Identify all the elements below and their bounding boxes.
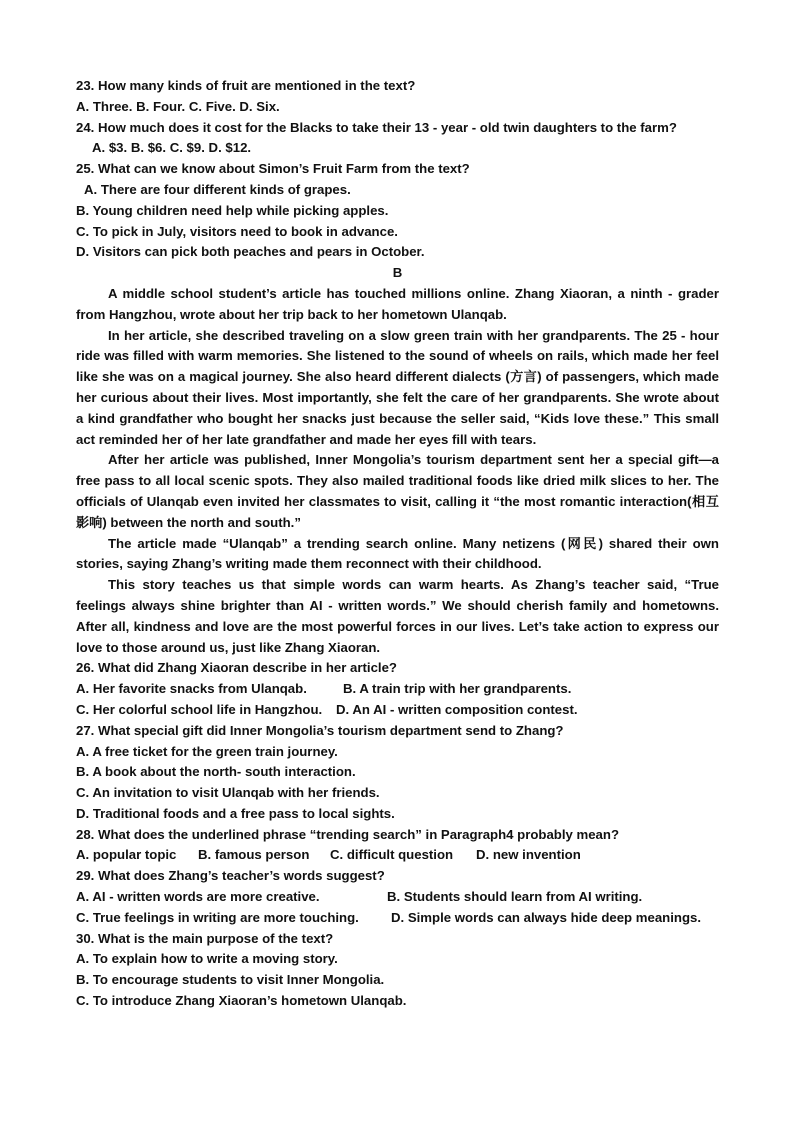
question-29-option-d: D. Simple words can always hide deep meanings. (391, 909, 702, 925)
question-30: 30. What is the main purpose of the text? (76, 930, 334, 946)
question-25-option-c: C. To pick in July, visitors need to book in advance. (76, 223, 398, 239)
question-29: 29. What does Zhang’s teacher’s words suggest? (76, 868, 385, 884)
question-30-option-b: B. To encourage students to visit Inner Mongolia. (76, 972, 385, 988)
question-26-options-row-2 (76, 700, 719, 721)
passage-paragraph-1: A middle school student’s article has touched millions online. Zhang Xiaoran, a ninth - grader from Hangzhou, wrote about her trip back to her hometown Ulanqab. (76, 285, 719, 322)
question-28-option-c: C. difficult question (330, 847, 454, 863)
question-28-option-b: B. famous person (198, 847, 310, 863)
question-29-options-row-2 (76, 908, 719, 929)
question-29-option-b: B. Students should learn from AI writing. (387, 889, 643, 905)
question-23-options: A. Three. B. Four. C. Five. D. Six. (76, 98, 280, 114)
question-28-option-a: A. popular topic (76, 847, 177, 863)
question-26-options-row-1 (76, 679, 719, 700)
question-26: 26. What did Zhang Xiaoran describe in her article? (76, 660, 397, 676)
question-24-options: A. $3. B. $6. C. $9. D. $12. (92, 140, 252, 156)
question-27-option-a: A. A free ticket for the green train journey. (76, 743, 338, 759)
question-26-option-d: D. An AI - written composition contest. (336, 701, 578, 717)
question-24: 24. How much does it cost for the Blacks to take their 13 - year - old twin daughters to the farm? (76, 119, 677, 135)
passage-paragraph-5: This story teaches us that simple words can warm hearts. As Zhang’s teacher said, “True feelings always shine brighter than AI - written words.” We should cherish family and hometowns. After all, kindness and love are the most powerful forces in our lives. Let’s take action to express our love to those around us, just like Zhang Xiaoran. (76, 577, 719, 655)
passage-paragraph-3: After her article was published, Inner Mongolia’s tourism department sent her a special gift—a free pass to all local scenic spots. They also mailed traditional foods like dried milk slices to her. The officials of Ulanqab even invited her classmates to visit, calling it “the most romantic interaction(相互影响) between the north and south.” (76, 452, 719, 530)
question-30-option-c: C. To introduce Zhang Xiaoran’s hometown Ulanqab. (76, 993, 407, 1009)
question-26-option-b: B. A train trip with her grandparents. (343, 681, 572, 697)
question-27-option-c: C. An invitation to visit Ulanqab with her friends. (76, 785, 380, 801)
question-27: 27. What special gift did Inner Mongolia’s tourism department send to Zhang? (76, 722, 564, 738)
question-26-option-c: C. Her colorful school life in Hangzhou. (76, 701, 323, 717)
section-b-heading: B (392, 265, 403, 281)
passage-paragraph-4: The article made “Ulanqab” a trending search online. Many netizens (网民) shared their own stories, saying Zhang’s writing made them reconnect with their childhood. (76, 535, 719, 572)
question-29-option-c: C. True feelings in writing are more touching. (76, 909, 359, 925)
question-25-option-d: D. Visitors can pick both peaches and pears in October. (76, 244, 425, 260)
passage-paragraph-2: In her article, she described traveling on a slow green train with her grandparents. The 25 - hour ride was filled with warm memories. She listened to the sound of wheels on rails, which made her feel like she was on a magical journey. She also heard different dialects (方言) of passengers, which made her curious about their lives. Most importantly, she felt the care of her grandparents. She wrote about a kind grandfather who bought her snacks just because the seller said, “Kids love these.” This small act reminded her of her late grandfather and made her eyes fill with tears. (76, 327, 719, 447)
question-29-option-a: A. AI - written words are more creative. (76, 889, 320, 905)
question-25-option-a: A. There are four different kinds of grapes. (84, 181, 351, 197)
question-27-option-d: D. Traditional foods and a free pass to local sights. (76, 805, 395, 821)
question-28-option-d: D. new invention (476, 847, 581, 863)
question-26-option-a: A. Her favorite snacks from Ulanqab. (76, 681, 307, 697)
question-28: 28. What does the underlined phrase “trending search” in Paragraph4 probably mean? (76, 826, 620, 842)
exam-page (76, 76, 719, 1012)
question-27-option-b: B. A book about the north- south interaction. (76, 764, 356, 780)
question-25-option-b: B. Young children need help while picking apples. (76, 202, 389, 218)
question-23: 23. How many kinds of fruit are mentioned in the text? (76, 78, 416, 93)
question-29-options-row-1 (76, 887, 719, 908)
question-25: 25. What can we know about Simon’s Fruit Farm from the text? (76, 161, 470, 177)
question-30-option-a: A. To explain how to write a moving story. (76, 951, 338, 967)
question-28-options (76, 845, 719, 866)
